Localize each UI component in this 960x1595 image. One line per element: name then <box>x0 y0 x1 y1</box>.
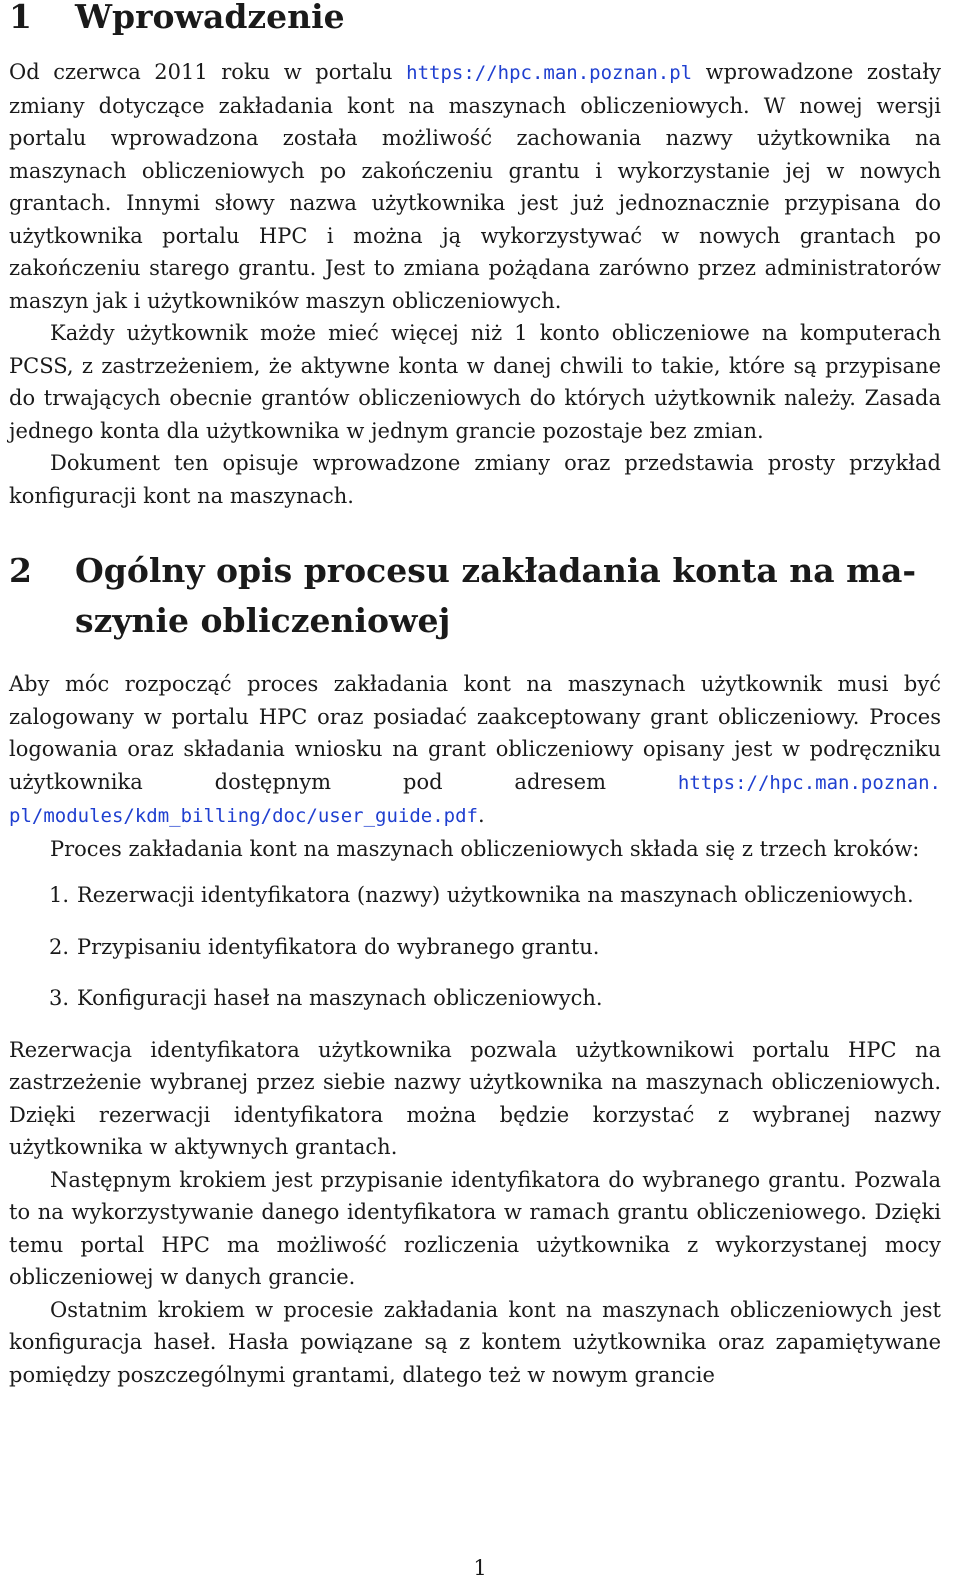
section-1-paragraph-1 <box>9 56 941 317</box>
section-1-title: Wprowadzenie <box>75 0 345 36</box>
list-item-index: 2. <box>48 934 69 959</box>
section-2-number: 2 <box>9 551 32 590</box>
list-item <box>9 982 941 1015</box>
section-2-paragraph-5: Ostatnim krokiem w procesie zakładania kont na maszynach obliczeniowych jest konfiguracja haseł. Hasła powiązane są z kontem użytkownika oraz zapamiętywane pomiędzy poszczególnymi grantami, dlatego też w nowym grancie <box>9 1297 941 1387</box>
section-1-paragraph-2: Każdy użytkownik może mieć więcej niż 1 konto obliczeniowe na komputerach PCSS, z zastrzeżeniem, że aktywne konta w danej chwili to takie, które są przypisane do trwających obecnie grantów obliczeniowych do których użytkownik należy. Zasada jednego konta dla użytkownika w jednym grancie pozostaje bez zmian. <box>9 321 941 443</box>
section-2-heading <box>9 546 941 646</box>
section-2-paragraph-1 <box>9 668 941 833</box>
paragraph-text: . <box>478 803 485 827</box>
document-page <box>9 0 941 1391</box>
steps-list <box>9 879 941 1015</box>
section-2-paragraph-2: Proces zakładania kont na maszynach obliczeniowych składa się z trzech kroków: <box>50 836 920 861</box>
list-item <box>9 931 941 964</box>
list-item-index: 3. <box>48 986 69 1010</box>
section-1-heading <box>9 0 941 42</box>
user-guide-url-link[interactable]: https://hpc.man.poznan.​pl/modules/kdm_billing/doc/user_guide.pdf <box>9 771 941 827</box>
section-1-number: 1 <box>9 0 32 36</box>
section-2-title: Ogólny opis procesu zakładania konta na maszynie obliczeniowej <box>75 551 917 640</box>
paragraph-text: Aby móc rozpocząć proces zakładania kont na maszynach użytkownik musi być zalogowany w portalu HPC oraz posiadać zaakceptowany grant obliczeniowy. Proces logowania oraz składania wniosku na grant obliczeniowy opisany jest w podręczniku użytkownika dostępnym pod adresem <box>9 672 941 794</box>
paragraph-text: Od czerwca 2011 roku w portalu <box>9 60 407 84</box>
section-2-paragraph-3: Rezerwacja identyfikatora użytkownika pozwala użytkownikowi portalu HPC na zastrzeżenie wybranej przez siebie nazwy użytkownika na maszynach obliczeniowych. Dzięki rezerwacji identyfikatora można będzie korzystać z wybranej nazwy użytkownika w aktywnych grantach. <box>9 1037 941 1159</box>
paragraph-text: wprowadzone zostały zmiany dotyczące zakładania kont na maszynach obliczeniowych. W nowej wersji portalu wprowadzona została możliwość zachowania nazwy użytkownika na maszynach obliczeniowych po zakończeniu grantu i wykorzystanie jej w nowych grantach. Innymi słowy nazwa użytkownika jest już jednoznacznie przypisana do użytkownika portalu HPC i można ją wykorzystywać w nowych grantach po zakończeniu starego grantu. Jest to zmiana pożądana zarówno przez administratorów maszyn jak i użytkowników maszyn obliczeniowych. <box>9 60 941 313</box>
list-item-text: Przypisaniu identyfikatora do wybranego grantu. <box>77 934 600 959</box>
page-number: 1 <box>473 1556 487 1580</box>
list-item-text: Konfiguracji haseł na maszynach obliczeniowych. <box>77 986 603 1010</box>
section-1-paragraph-3: Dokument ten opisuje wprowadzone zmiany oraz przedstawia prosty przykład konfiguracji kont na maszynach. <box>9 451 941 508</box>
list-item-text: Rezerwacji identyfikatora (nazwy) użytkownika na maszynach obliczeniowych. <box>77 883 914 907</box>
list-item <box>9 879 941 912</box>
list-item-index: 1. <box>48 883 69 907</box>
portal-url-link[interactable]: https://hpc.man.poznan.pl <box>406 62 693 84</box>
section-2-paragraph-4: Następnym krokiem jest przypisanie identyfikatora do wybranego grantu. Pozwala to na wykorzystywanie danego identyfikatora w ramach grantu obliczeniowego. Dzięki temu portal HPC ma możliwość rozliczenia użytkownika z wykorzystanej mocy obliczeniowej w danych grancie. <box>9 1167 941 1289</box>
